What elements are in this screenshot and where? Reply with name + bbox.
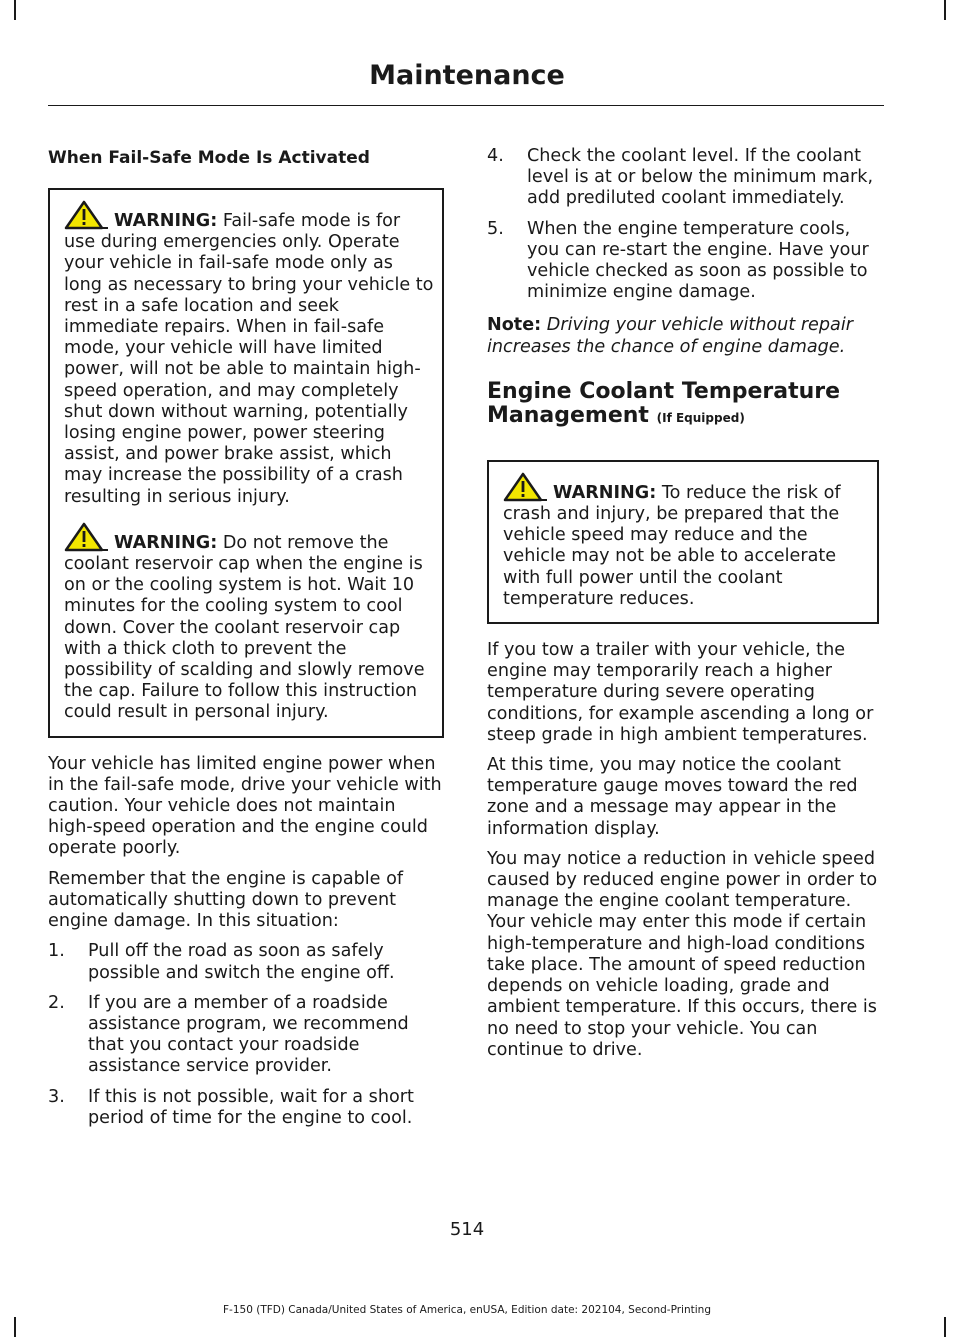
list-item — [487, 146, 879, 210]
page-header — [0, 60, 934, 91]
step-number: 4. — [487, 146, 504, 166]
body-paragraph: If you tow a trailer with your vehicle, the engine may temporarily reach a higher temperature during severe operating conditions, for example ascending a long or steep grade in high ambient temperatures. — [487, 640, 874, 745]
step-text: Check the coolant level. If the coolant level is at or below the minimum mark, add prediluted coolant immediately. — [527, 146, 874, 209]
right-column — [487, 146, 879, 1070]
warning-text: Fail-safe mode is for use during emergencies only. Operate your vehicle in fail-safe mode only as long as necessary to bring your vehicle to rest in a safe location and seek immediate repairs. When in fail-safe mode, your vehicle will have limited power, will not be able to maintain high-speed operation, and may completely shut down without warning, potentially losing engine power, power steering assist, and power brake assist, which may increase the possibility of a crash resulting in serious injury. — [64, 211, 434, 507]
list-item — [48, 941, 444, 983]
coolant-warning-box — [487, 460, 879, 624]
note-paragraph — [487, 315, 879, 357]
body-paragraph: Remember that the engine is capable of automatically shutting down to prevent engine damage. In this situation: — [48, 868, 404, 932]
body-paragraph: At this time, you may notice the coolant temperature gauge moves toward the red zone and a message may appear in the information display. — [487, 755, 858, 839]
page-title: Maintenance — [369, 60, 565, 91]
list-item — [48, 993, 444, 1078]
warning-text: To reduce the risk of crash and injury, be prepared that the vehicle speed may reduce and the vehicle may not be able to accelerate with full power until the coolant temperature reduces. — [503, 482, 841, 609]
section-title: Engine Coolant Temperature Management — [487, 378, 841, 428]
warning-text: Do not remove the coolant reservoir cap when the engine is on or the cooling system is hot. Wait 10 minutes for the cooling system to cool down. Cover the coolant reservoir cap with a thick cloth to prevent the possibility of scalding and slowly remove the cap. Failure to follow this instruction could result in personal injury. — [64, 532, 425, 723]
left-column — [48, 146, 444, 1141]
body-paragraph: Your vehicle has limited engine power when in the fail-safe mode, drive your vehicle with caution. Your vehicle does not maintain high-speed operation and the engine could operate poorly. — [48, 753, 442, 859]
crop-mark-bottom-right — [944, 1317, 946, 1337]
step-text: If this is not possible, wait for a short period of time for the engine to cool. — [88, 1086, 414, 1128]
step-text: When the engine temperature cools, you can re-start the engine. Have your vehicle checked as soon as possible to minimize engine damage. — [527, 218, 869, 303]
step-text: If you are a member of a roadside assistance program, we recommend that you contact your roadside assistance service provider. — [88, 992, 409, 1077]
list-item — [48, 1087, 444, 1129]
edition-footer: F-150 (TFD) Canada/United States of America, enUSA, Edition date: 202104, Second-Printing — [223, 1304, 711, 1316]
step-number: 3. — [48, 1086, 65, 1107]
step-number: 1. — [48, 941, 65, 962]
step-text: Pull off the road as soon as safely possible and switch the engine off. — [88, 941, 395, 983]
warning-triangle-icon — [64, 522, 108, 552]
header-rule — [48, 105, 884, 106]
body-paragraph: You may notice a reduction in vehicle speed caused by reduced engine power in order to manage the engine coolant temperature. Your vehicle may enter this mode if certain high-temperature and high-load conditions take place. The amount of speed reduction depends on vehicle loading, grade and ambient temperature. If this occurs, there is no need to stop your vehicle. You can continue to drive. — [487, 848, 878, 1060]
step-number: 2. — [48, 992, 65, 1013]
fail-safe-warning-box — [48, 188, 444, 738]
note-text: Driving your vehicle without repair increases the chance of engine damage. — [487, 315, 853, 357]
crop-mark-bottom-left — [14, 1317, 16, 1337]
procedure-list-continued — [487, 146, 879, 303]
note-label: Note: — [487, 315, 542, 336]
fail-safe-heading: When Fail-Safe Mode Is Activated — [48, 148, 370, 168]
crop-mark-top-left — [14, 0, 16, 20]
warning-label: WARNING: — [553, 482, 657, 503]
warning-paragraph — [64, 522, 434, 724]
section-tag: (If Equipped) — [656, 410, 745, 425]
warning-triangle-icon — [64, 200, 108, 230]
step-number: 5. — [487, 218, 504, 239]
list-item — [487, 219, 879, 304]
warning-label: WARNING: — [114, 532, 218, 553]
page-number: 514 — [449, 1219, 485, 1240]
section-heading — [487, 380, 879, 430]
procedure-list — [48, 941, 444, 1129]
crop-mark-top-right — [944, 0, 946, 20]
warning-paragraph — [64, 200, 434, 508]
warning-paragraph — [503, 472, 869, 610]
warning-triangle-icon — [503, 472, 547, 502]
warning-label: WARNING: — [114, 211, 218, 231]
